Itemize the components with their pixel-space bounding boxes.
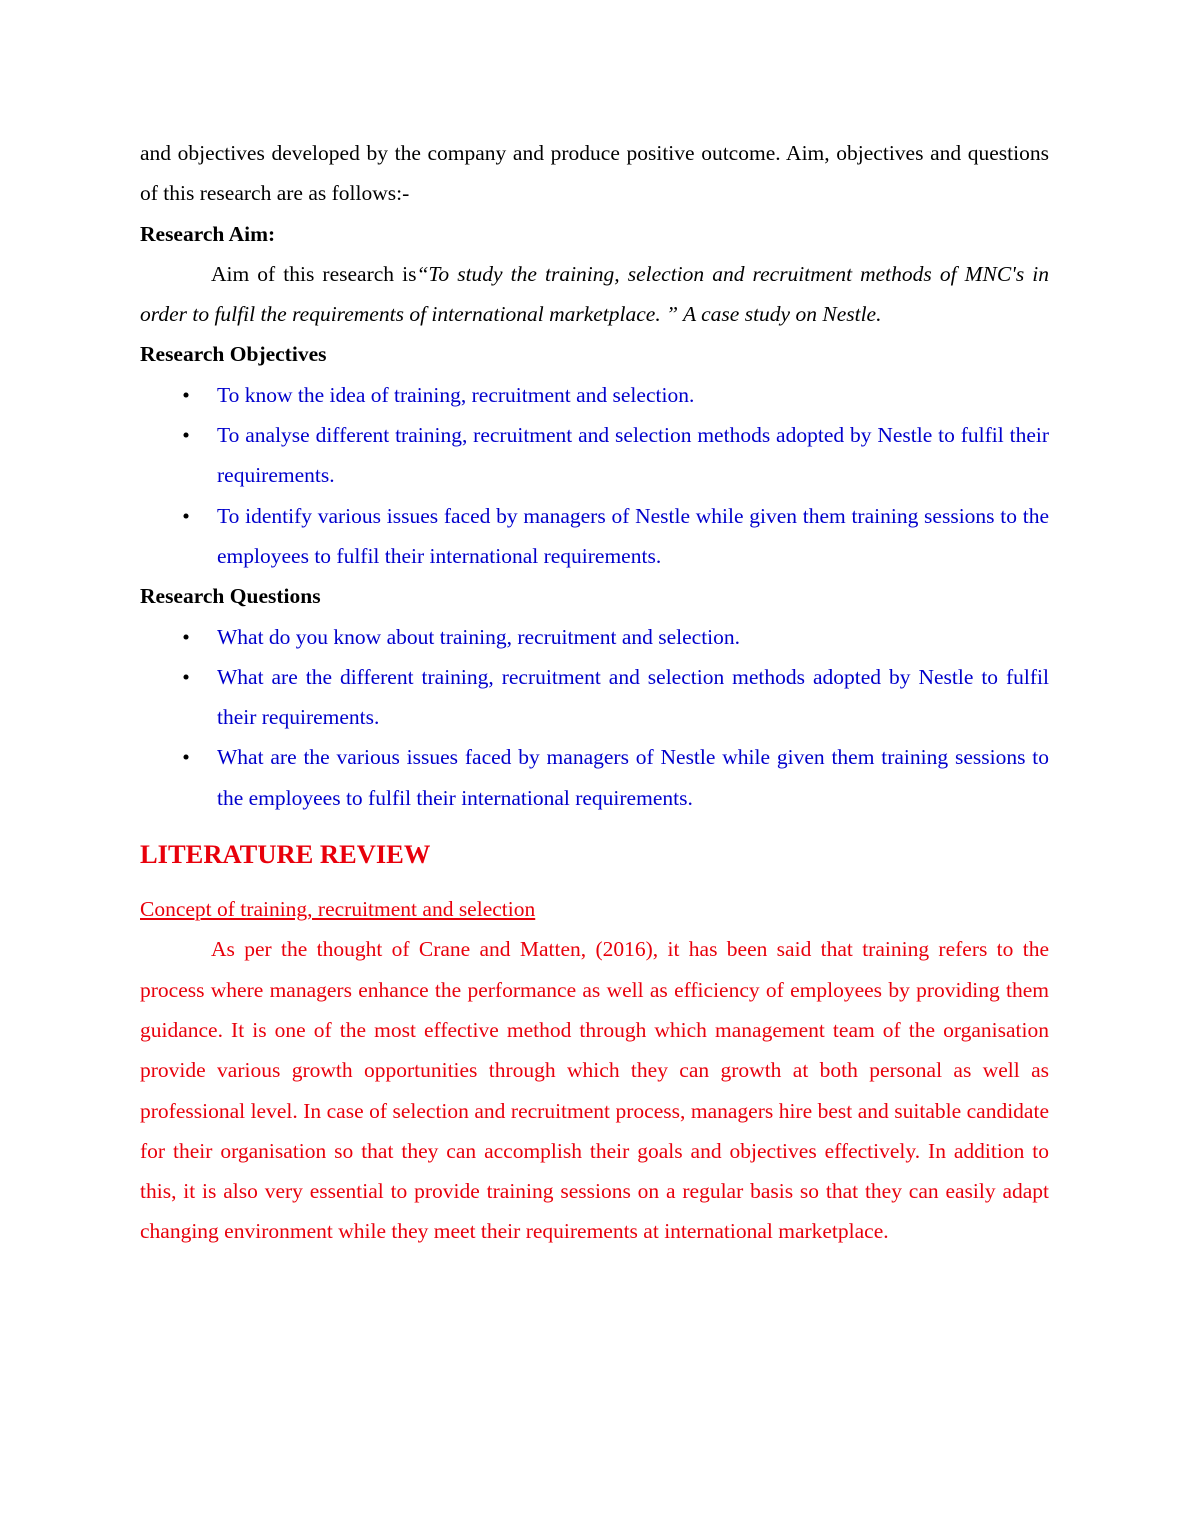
list-item	[140, 617, 1049, 657]
list-item	[140, 737, 1049, 818]
bullet-icon: •	[182, 382, 190, 407]
research-questions-heading: Research Questions	[140, 584, 321, 609]
bullet-icon: •	[182, 664, 190, 689]
bullet-icon: •	[182, 503, 190, 528]
question-text: What are the different training, recruitment and selection methods adopted by Nestle to fulfil their requirements.	[217, 664, 1049, 730]
intro-paragraph: and objectives developed by the company and produce positive outcome. Aim, objectives and questions of this research are as follows:-	[140, 141, 1049, 206]
literature-review-paragraph: As per the thought of Crane and Matten, (2016), it has been said that training refers to the process where managers enhance the performance as well as efficiency of employees by providing them guidance. It is one of the most effective method through which management team of the organisation provide various growth opportunities through which they can growth at both personal as well as professional level. In case of selection and recruitment process, managers hire best and suitable candidate for their organisation so that they can accomplish their goals and objectives effectively. In addition to this, it is also very essential to provide training sessions on a regular basis so that they can easily adapt changing environment while they meet their requirements at international marketplace.	[140, 937, 1049, 1244]
list-item	[140, 415, 1049, 496]
research-aim-quote: “To study the training, selection and recruitment methods of MNC's in order to fulfil the requirements of international marketplace. ” A case study on Nestle.	[140, 261, 1049, 327]
bullet-icon: •	[182, 624, 190, 649]
research-aim-paragraph	[140, 254, 1049, 335]
research-questions-list	[140, 617, 1049, 818]
bullet-icon: •	[182, 423, 190, 448]
research-objectives-heading: Research Objectives	[140, 342, 327, 367]
list-item	[140, 375, 1049, 415]
research-aim-heading: Research Aim:	[140, 221, 276, 246]
research-aim-lead: Aim of this research is	[211, 261, 417, 286]
objective-text: To identify various issues faced by managers of Nestle while given them training sessions to the employees to fulfil their international requirements.	[217, 503, 1049, 568]
research-objectives-list	[140, 375, 1049, 576]
list-item	[140, 496, 1049, 577]
literature-review-subheading: Concept of training, recruitment and selection	[140, 897, 536, 922]
literature-review-heading: LITERATURE REVIEW	[140, 839, 431, 870]
objective-text: To analyse different training, recruitment and selection methods adopted by Nestle to fulfil their requirements.	[217, 423, 1049, 488]
bullet-icon: •	[182, 745, 190, 770]
objective-text: To know the idea of training, recruitment and selection.	[217, 382, 695, 407]
list-item	[140, 657, 1049, 738]
question-text: What do you know about training, recruitment and selection.	[217, 624, 741, 649]
question-text: What are the various issues faced by managers of Nestle while given them training sessions to the employees to fulfil their international requirements.	[217, 745, 1049, 810]
document-page	[140, 133, 1049, 1252]
